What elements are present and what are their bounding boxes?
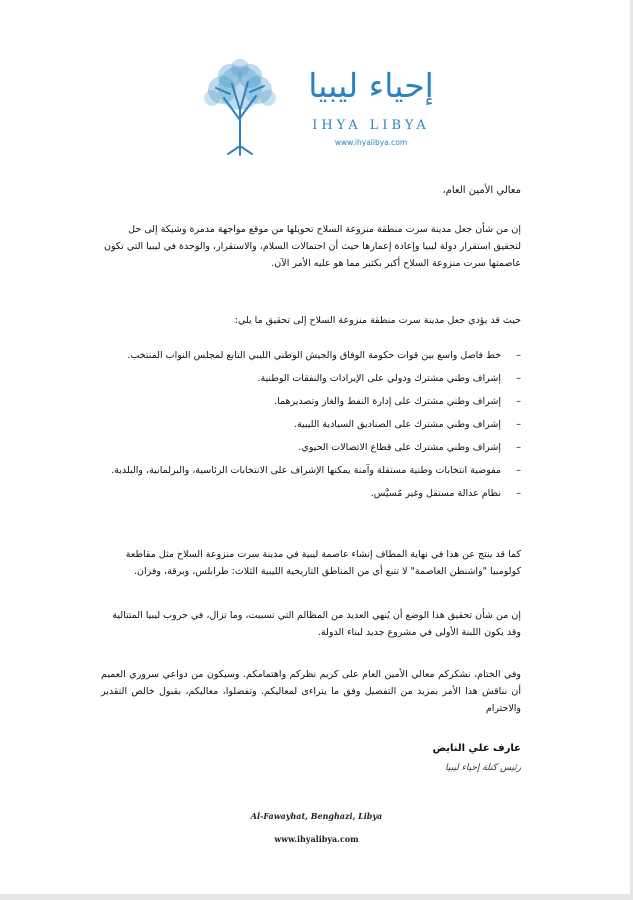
list-item: – إشراف وطني مشترك على الصناديق السيادية الليبية. bbox=[91, 416, 521, 433]
paragraph-grievances: إن من شأن تحقيق هذا الوضع أن يُنهي العديد من المظالم التي تسببت، وما تزال، في حروب ليبيا المتتالية وقد يكون اللبنة الأولى في مشروع جديد لبناء الدولة. bbox=[112, 610, 521, 638]
list-item: – إشراف وطني مشترك على قطاع الاتصالات الحيوي. bbox=[91, 439, 521, 456]
logo-arabic-name: إحياء ليبيا bbox=[308, 66, 434, 105]
paragraph-closing: وفي الختام، نشكركم معالي الأمين العام على كريم نظركم واهتمامكم. وسيكون من دواعي سروري العميم أن نناقش هذا الأمر بمزيد من التفصيل وفق ما يتراءى لمعاليكم. وتفضلوا، معاليكم، بقبول خالص التقدير والاحترام bbox=[101, 669, 521, 714]
page-edge-bottom bbox=[0, 894, 633, 900]
outcomes-list bbox=[91, 347, 521, 508]
paragraph-list-lead: حيث قد يؤدي جعل مدينة سرت منطقة منزوعة السلاح إلى تحقيق ما يلي: bbox=[234, 315, 521, 326]
tree-logo-icon bbox=[190, 58, 290, 158]
letterhead-logo bbox=[190, 58, 450, 163]
list-item: – إشراف وطني مشترك ودولي على الإيرادات والنفقات الوطنية. bbox=[91, 370, 521, 387]
footer-website: www.ihyalibya.com bbox=[274, 834, 359, 844]
salutation: معالي الأمين العام، bbox=[442, 185, 521, 196]
footer-address: Al-Fawayhat, Benghazi, Libya bbox=[250, 811, 383, 821]
signature-name: عارف علي النايض bbox=[432, 743, 521, 754]
logo-english-name: IHYA LIBYA bbox=[312, 118, 430, 133]
logo-website: www.ihyalibya.com bbox=[334, 138, 408, 147]
list-item: – مفوضية انتخابات وطنية مستقلة وآمنة يمكنها الإشراف على الانتخابات الرئاسية، والبرلمانية، والبلدية. bbox=[91, 462, 521, 479]
paragraph-intro: إن من شأن جعل مدينة سرت منطقة منزوعة السلاح تحويلها من موقع مواجهة مدمرة وشيكة إلى حل لتحقيق استقرار دولة ليبيا وإعادة إعمارها حيث أن احتمالات السلام، والاستقرار، والوحدة في ليبيا التي تكون عاصمتها سرت منزوعة السلاح أكبر بكثير مما هو عليه الأمر الآن. bbox=[104, 224, 521, 269]
list-item: – إشراف وطني مشترك على إدارة النفط والغاز وتصديرهما. bbox=[91, 393, 521, 410]
paragraph-capital: كما قد ينتج عن هذا في نهاية المطاف إنشاء عاصمة ليبية في مدينة سرت منزوعة السلاح مثل مقاطعة كولومبيا "واشنطن العاصمة" لا تتبع أي من المناطق التاريخية الليبية الثلاث: طرابلس، وبرقة، وفزان. bbox=[125, 549, 521, 577]
list-item: – خط فاصل واسع بين قوات حكومة الوفاق والجيش الوطني الليبي التابع لمجلس النواب المنتخب. bbox=[91, 347, 521, 364]
signature-title: رئيس كتلة إحياء ليبيا bbox=[445, 763, 521, 773]
list-item: – نظام عدالة مستقل وغير مُسيَّس. bbox=[91, 485, 521, 502]
